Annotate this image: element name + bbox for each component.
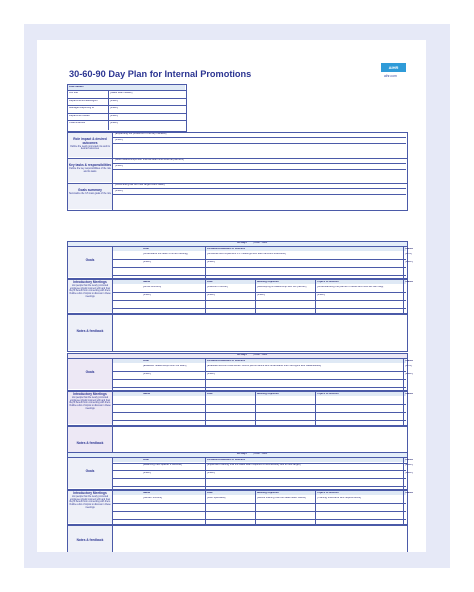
row-divider <box>67 120 186 121</box>
goal-cell: [Insert] <box>143 472 151 474</box>
row-divider <box>113 292 406 293</box>
goal-kpi-cell: [Insert] <box>207 373 215 375</box>
goal-status-cell: [Insert] <box>405 472 413 474</box>
row-divider <box>113 412 406 413</box>
goal-column-header: KPI/Metric/Measure of success <box>207 247 246 250</box>
row-divider <box>113 169 406 170</box>
meeting-column-header: Topics to discuss <box>317 491 339 494</box>
goal-cell: [Insert] <box>143 261 151 263</box>
meeting-cell: [Developing a relationship with our partner] <box>257 286 307 288</box>
role-detail-label: Job title <box>69 92 78 94</box>
goal-kpi-cell: [Evaluate account executives' recent performance and understand their strengths and weaknesses] <box>207 365 321 367</box>
column-divider <box>205 246 206 278</box>
goals-label: Goals <box>85 370 95 374</box>
row-divider <box>113 519 406 520</box>
column-divider <box>403 457 404 489</box>
section-date-range: | Date - date <box>253 452 268 455</box>
meeting-column-header: Role <box>207 392 213 395</box>
meeting-cell: [Platinum Partner] <box>207 286 228 288</box>
column-divider <box>205 358 206 390</box>
meeting-cell: [Insert] <box>143 294 151 296</box>
role-details-header: Role details <box>69 86 84 88</box>
overview-hint: Summarize the 3-5 main goals of the role <box>68 192 111 195</box>
logo-url: aihr.com <box>384 74 397 78</box>
column-divider <box>112 314 113 351</box>
row-divider <box>113 275 406 276</box>
column-divider <box>205 457 206 489</box>
meeting-column-header: Role <box>207 491 213 494</box>
row-divider <box>113 267 406 268</box>
overview-title: Role impact & desired outcomes <box>73 137 107 145</box>
goal-column-header: KPI/Metric/Measure of success <box>207 359 246 362</box>
role-detail-label: Coach/Mentor <box>69 122 86 124</box>
goal-cell: [Insert] <box>143 373 151 375</box>
goal-status-cell: [Insert] <box>405 261 413 263</box>
meeting-column-header: Topics to discuss <box>317 280 339 283</box>
meeting-cell: [Training timeframe and requirements] <box>317 497 361 499</box>
goal-cell: [Establish relationships with the team] <box>143 365 187 367</box>
meeting-column-header: Meeting objective <box>257 392 279 395</box>
goal-cell: [Understand the team's current setting] <box>143 253 188 255</box>
overview-hint: Outline the newly promoted role and its desired outcomes <box>70 145 110 151</box>
meeting-cell: [Insert] <box>257 294 265 296</box>
meeting-column-header: Name <box>143 392 151 395</box>
overview-title: Goals summary <box>78 188 102 192</box>
meeting-cell: [L&D Specialist] <box>207 497 226 499</box>
meeting-column-header: Status <box>405 491 413 494</box>
row-divider <box>113 137 406 138</box>
meeting-column-header: Name <box>143 280 151 283</box>
row-divider <box>67 105 186 106</box>
goal-status-cell: [50%] <box>405 365 412 367</box>
role-details-divider <box>108 90 109 130</box>
meetings-label <box>68 393 112 411</box>
overview-divider <box>112 132 113 158</box>
row-divider <box>113 163 406 164</box>
meeting-column-header: Status <box>405 392 413 395</box>
row-divider <box>113 470 406 471</box>
section-title-0: 30 Days <box>237 241 247 244</box>
notes-label: Notes & feedback <box>76 329 104 333</box>
overview-label <box>68 189 112 196</box>
meetings-title: Introductory Meetings <box>73 491 107 495</box>
notes-table <box>67 525 408 552</box>
role-detail-value: [Insert] <box>110 114 118 117</box>
overview-divider <box>112 158 113 183</box>
notes-table <box>67 314 408 352</box>
column-divider <box>403 358 404 390</box>
section-date-range: | Date - date <box>253 241 268 244</box>
goals-label: Goals <box>85 469 95 473</box>
section-title-1: 60 Days <box>237 353 247 356</box>
row-divider <box>113 379 406 380</box>
overview-line: [Grow and grow our new target client base] <box>115 184 165 186</box>
overview-hint: Outline the key responsibilities of the role and its tasks <box>69 167 111 173</box>
goal-kpi-cell: [Schedule and implement 1:1 meetings with each account executive] <box>207 253 286 255</box>
row-divider <box>67 90 186 91</box>
goal-cell: [Reaching next quarter's revenue] <box>143 464 182 466</box>
role-detail-label: Manager/Reporting to <box>69 107 95 109</box>
meeting-cell: [Anna Johnson] <box>143 286 162 288</box>
row-divider <box>113 420 406 421</box>
goal-kpi-cell: [Implement training that the sales team requires to successfully sell to new target] <box>207 464 301 466</box>
role-detail-label: Department/Area/Region <box>69 99 98 102</box>
goal-column-header: Goal <box>143 458 149 461</box>
meetings-hint: List people that the newly promoted employee should connect with and how they'll benefit from connecting with them. Outline a list of topics to discuss in these meetings <box>69 396 111 410</box>
document-title: 30-60-90 Day Plan for Internal Promotions <box>69 69 252 79</box>
notes-label: Notes & feedback <box>76 537 104 542</box>
goal-status-cell: [Insert] <box>405 373 413 375</box>
meeting-column-header: Topics to discuss <box>317 392 339 395</box>
meeting-cell: [Steven Simons] <box>143 497 162 499</box>
goal-column-header: KPI/Metric/Measure of success <box>207 458 246 461</box>
row-divider <box>113 486 406 487</box>
row-divider <box>113 503 406 504</box>
row-divider <box>113 478 406 479</box>
role-detail-label: Department Head <box>69 114 90 117</box>
role-detail-value: [Insert] <box>110 99 118 102</box>
document-page <box>37 40 426 552</box>
overview-title: Key tasks & responsibilities <box>68 163 112 167</box>
row-divider <box>113 143 406 144</box>
meetings-title: Introductory Meetings <box>73 392 107 396</box>
overview-line: [Insert] <box>115 190 123 192</box>
row-divider <box>113 308 406 309</box>
goal-column-header: Goal <box>143 247 149 250</box>
goals-label: Goals <box>85 258 95 262</box>
notes-label: Notes & feedback <box>76 441 104 445</box>
row-divider <box>113 188 406 189</box>
overview-line: [Insert] <box>115 165 123 167</box>
column-divider <box>403 246 404 278</box>
aihr-logo: AIHR <box>381 63 406 72</box>
overview-label <box>68 164 112 173</box>
goal-column-header: Goal <box>143 359 149 362</box>
meeting-cell: [Define training that the sales team needs] <box>257 497 306 499</box>
meetings-hint: List people that the newly promoted employee should connect with and how they'll benefit from connecting with them. Outline a list of topics to discuss in these meetings <box>69 495 111 509</box>
row-divider <box>113 194 406 195</box>
overview-row <box>67 158 408 184</box>
section-date-range: | Date - date <box>253 353 268 356</box>
column-divider <box>112 525 113 552</box>
meetings-label <box>68 492 112 510</box>
meetings-title: Introductory Meetings <box>73 280 107 284</box>
row-divider <box>113 300 406 301</box>
meeting-column-header: Name <box>143 491 151 494</box>
meeting-cell: [Insert] <box>207 294 215 296</box>
overview-line: [Build relationships with internal team and external partners] <box>115 159 184 161</box>
meeting-column-header: Meeting objective <box>257 491 279 494</box>
row-divider <box>113 404 406 405</box>
goal-status-cell: [Insert] <box>405 464 413 466</box>
role-detail-value: [Insert] <box>110 107 118 109</box>
meeting-cell: [Understanding the partner's needs and how we can help] <box>317 286 384 288</box>
row-divider <box>67 98 186 99</box>
goal-column-header: Status <box>405 458 413 461</box>
overview-line: [Expanding our presence in the key markets] <box>115 133 167 135</box>
meetings-hint: List people that the newly promoted employee should connect with and how they'll benefit from connecting with them. Outline a list of topics to discuss in these meetings <box>69 284 111 298</box>
meeting-cell: [Insert] <box>317 294 325 296</box>
section-title-2: 90 Days <box>237 452 247 455</box>
row-divider <box>67 113 186 114</box>
meeting-column-header: Meeting objective <box>257 280 279 283</box>
row-divider <box>113 259 406 260</box>
role-detail-value: [Sales team leader] <box>110 92 133 94</box>
goal-kpi-cell: [Insert] <box>207 472 215 474</box>
goal-kpi-cell: [Insert] <box>207 261 215 263</box>
goal-column-header: Status <box>405 359 413 362</box>
meetings-label <box>68 281 112 299</box>
meeting-column-header: Role <box>207 280 213 283</box>
goal-status-cell: [10%] <box>405 253 412 255</box>
role-detail-value: [Insert] <box>110 122 118 124</box>
overview-line: [Insert] <box>115 139 123 141</box>
overview-label <box>68 138 112 151</box>
row-divider <box>113 511 406 512</box>
row-divider <box>113 387 406 388</box>
row-divider <box>113 371 406 372</box>
meeting-column-header: Status <box>405 280 413 283</box>
goal-column-header: Status <box>405 247 413 250</box>
